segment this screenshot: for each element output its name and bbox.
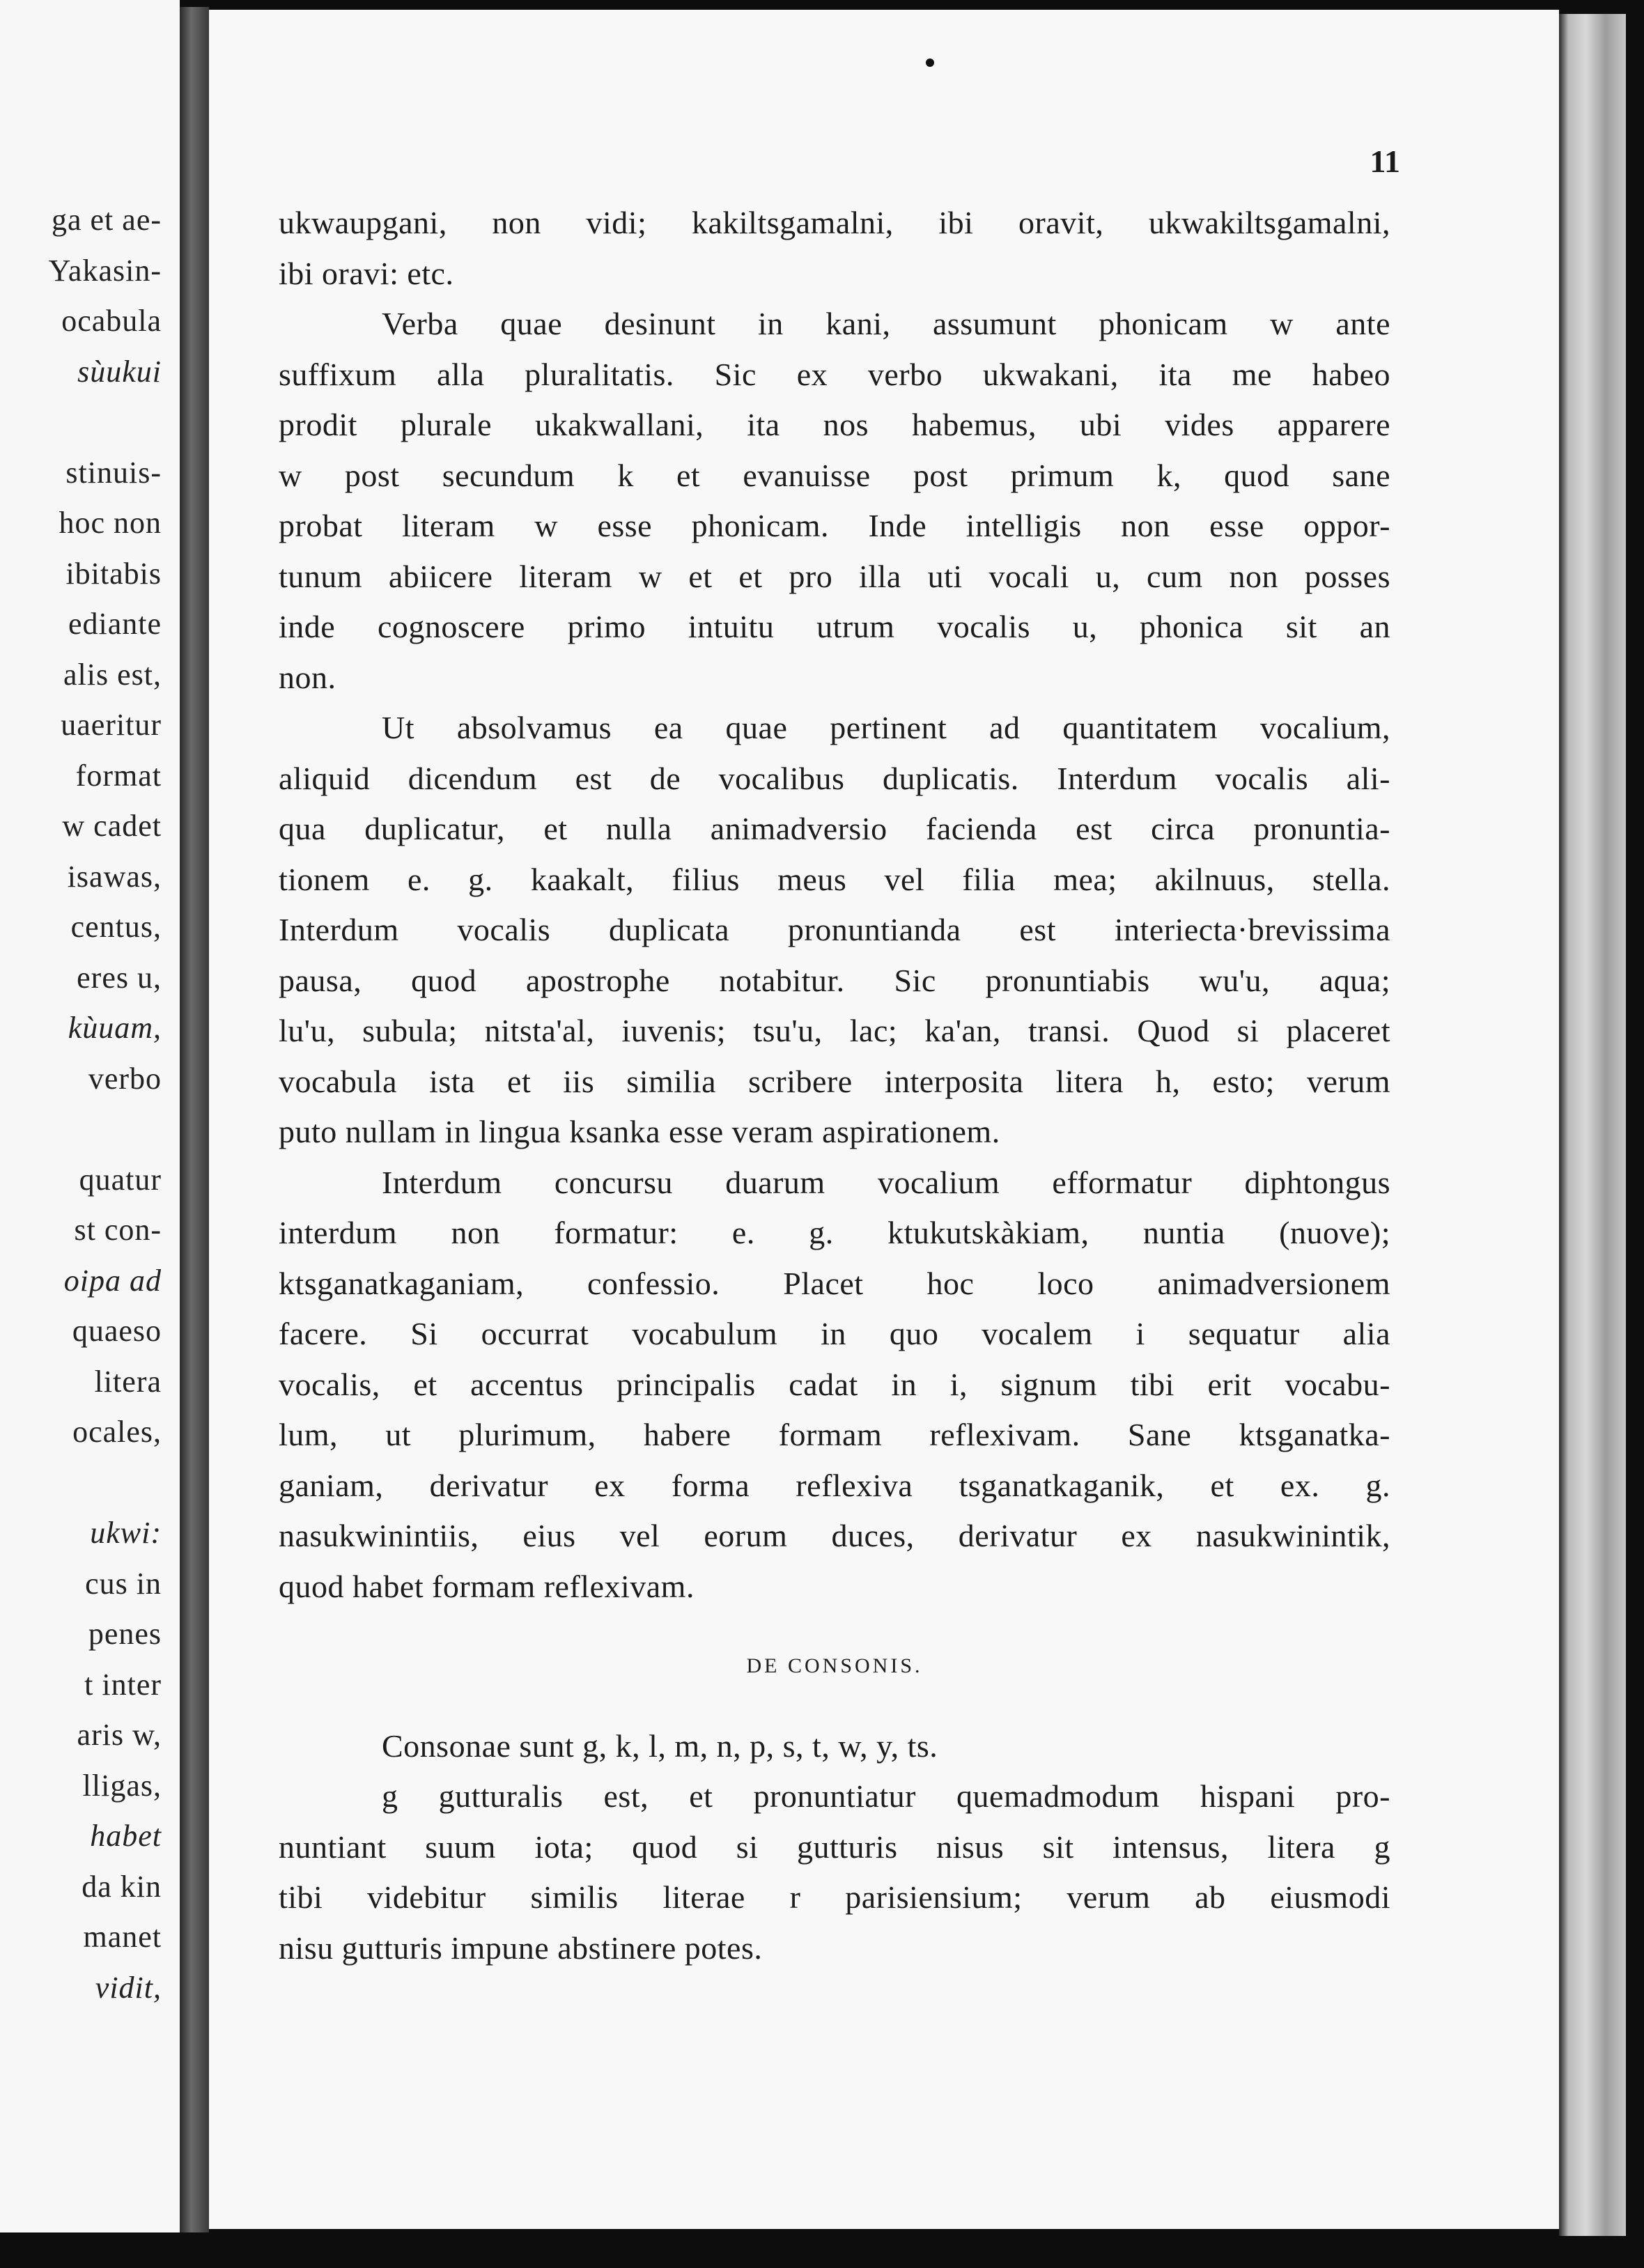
left-page-text-fragments — [0, 195, 162, 2013]
text-line: vocalis, et accentus principalis cadat in i, signum tibi erit vocabu- — [279, 1366, 1390, 1402]
text-line: interdum non formatur: e. g. ktukutskàkiam, nuntia (nuove); — [279, 1215, 1390, 1250]
left-page-fragment: isawas, — [67, 859, 162, 894]
text-line: ukwaupgani, non vidi; kakiltsgamalni, ibi oravit, ukwakiltsgamalni, — [279, 205, 1390, 240]
text-line: quod habet formam reflexivam. — [279, 1568, 695, 1604]
text-line: w post secundum k et evanuisse post primum k, quod sane — [279, 457, 1390, 493]
paragraph-2 — [279, 299, 1390, 703]
text-line: nisu gutturis impune abstinere potes. — [279, 1929, 763, 1966]
printer-dot — [926, 59, 934, 67]
left-page-fragment: ocabula — [61, 304, 162, 338]
text-line: Ut absolvamus ea quae pertinent ad quantitatem vocalium, — [382, 710, 1390, 745]
left-page-fragment: st con- — [74, 1213, 162, 1247]
left-page-fragment: ukwi: — [90, 1516, 162, 1550]
text-line: nuntiant suum iota; quod si gutturis nisus sit intensus, litera g — [279, 1828, 1390, 1865]
text-line: ganiam, derivatur ex forma reflexiva tsganatkaganik, et ex. g. — [279, 1467, 1390, 1503]
text-line: prodit plurale ukakwallani, ita nos habemus, ubi vides apparere — [279, 407, 1390, 442]
left-page-fragment: oipa ad — [63, 1263, 162, 1298]
left-page-fragment: Yakasin- — [48, 253, 162, 288]
left-page-fragment: quaeso — [72, 1314, 162, 1348]
left-page-fragment: alis est, — [63, 657, 162, 692]
section-heading: DE CONSONIS. — [746, 1654, 923, 1677]
text-line: suffixum alla pluralitatis. Sic ex verbo ukwakani, ita me habeo — [279, 356, 1390, 392]
paragraph-6 — [279, 1771, 1390, 1973]
left-page-fragment: hoc non — [59, 506, 162, 540]
text-line: probat literam w esse phonicam. Inde intelligis non esse oppor- — [279, 508, 1390, 543]
left-page-fragment: cus in — [85, 1566, 162, 1601]
paragraph-4 — [279, 1158, 1390, 1613]
left-page-fragment: ibitabis — [65, 556, 162, 591]
left-page-fragment: sùukui — [77, 354, 162, 389]
left-page-fragment: verbo — [88, 1061, 162, 1096]
text-line: puto nullam in lingua ksanka esse veram aspirationem. — [279, 1114, 1000, 1149]
text-line: inde cognoscere primo intuitu utrum vocalis u, phonica sit an — [279, 609, 1390, 644]
left-page-fragment: format — [75, 758, 162, 793]
text-line: Interdum concursu duarum vocalium efformatur diphtongus — [382, 1164, 1390, 1200]
text-line: non. — [279, 659, 336, 695]
left-page-fragment: litera — [94, 1364, 162, 1399]
paragraph-5 — [279, 1721, 1390, 1772]
left-facing-page — [0, 0, 180, 2232]
text-line: lum, ut plurimum, habere formam reflexivam. Sane ktsganatka- — [279, 1417, 1390, 1452]
left-page-fragment: habet — [90, 1819, 162, 1853]
text-line: tunum abiicere literam w et et pro illa uti vocali u, cum non posses — [279, 558, 1390, 594]
left-page-fragment: penes — [88, 1617, 162, 1651]
left-page-fragment: quatur — [79, 1162, 162, 1197]
left-page-fragment: w cadet — [62, 809, 162, 843]
left-page-fragment: aris w, — [77, 1718, 162, 1752]
left-page-fragment: t inter — [84, 1667, 162, 1702]
left-page-fragment: centus, — [70, 910, 162, 944]
left-page-fragment — [0, 397, 162, 448]
text-line: facere. Si occurrat vocabulum in quo vocalem i sequatur alia — [279, 1316, 1390, 1351]
left-page-fragment: ediante — [68, 607, 162, 641]
paragraph-3 — [279, 703, 1390, 1158]
left-page-fragment: kùuam, — [68, 1011, 162, 1045]
paragraph-1 — [279, 198, 1390, 299]
left-page-fragment: da kin — [82, 1869, 162, 1904]
left-page-fragment: ga et ae- — [52, 203, 162, 237]
page-edge-shadow — [1559, 14, 1626, 2236]
left-page-fragment — [0, 1104, 162, 1155]
book-gutter — [180, 7, 209, 2232]
left-page-fragment: eres u, — [77, 960, 162, 995]
text-line: nasukwinintiis, eius vel eorum duces, derivatur ex nasukwinintik, — [279, 1518, 1390, 1553]
text-line: Verba quae desinunt in kani, assumunt phonicam w ante — [382, 306, 1390, 341]
page-number: 11 — [1370, 143, 1400, 179]
text-line: ktsganatkaganiam, confessio. Placet hoc loco animadversionem — [279, 1265, 1390, 1301]
left-page-fragment: lligas, — [82, 1768, 162, 1803]
text-line: aliquid dicendum est de vocalibus duplicatis. Interdum vocalis ali- — [279, 760, 1390, 796]
left-page-fragment: manet — [83, 1920, 162, 1954]
left-page-fragment: stinuis- — [65, 455, 162, 490]
text-line: Interdum vocalis duplicata pronuntianda est interiecta·brevissima — [279, 912, 1390, 947]
text-line: lu'u, subula; nitsta'al, iuvenis; tsu'u, lac; ka'an, transi. Quod si placeret — [279, 1013, 1390, 1048]
text-line: vocabula ista et iis similia scribere interposita litera h, esto; verum — [279, 1063, 1390, 1099]
left-page-fragment: uaeritur — [61, 708, 162, 742]
body-text — [279, 198, 1390, 1973]
text-line: qua duplicatur, et nulla animadversio facienda est circa pronuntia- — [279, 811, 1390, 846]
text-line: pausa, quod apostrophe notabitur. Sic pronuntiabis wu'u, aqua; — [279, 962, 1390, 998]
text-line: ibi oravi: etc. — [279, 255, 454, 291]
text-line: g gutturalis est, et pronuntiatur quemadmodum hispani pro- — [382, 1778, 1390, 1814]
text-line: tionem e. g. kaakalt, filius meus vel filia mea; akilnuus, stella. — [279, 861, 1390, 897]
text-line: tibi videbitur similis literae r parisiensium; verum ab eiusmodi — [279, 1879, 1390, 1915]
text-line: Consonae sunt g, k, l, m, n, p, s, t, w, y, ts. — [382, 1727, 938, 1764]
left-page-fragment: ocales, — [72, 1415, 162, 1449]
left-page-fragment: vidit, — [95, 1970, 162, 2005]
left-page-fragment — [0, 1458, 162, 1509]
